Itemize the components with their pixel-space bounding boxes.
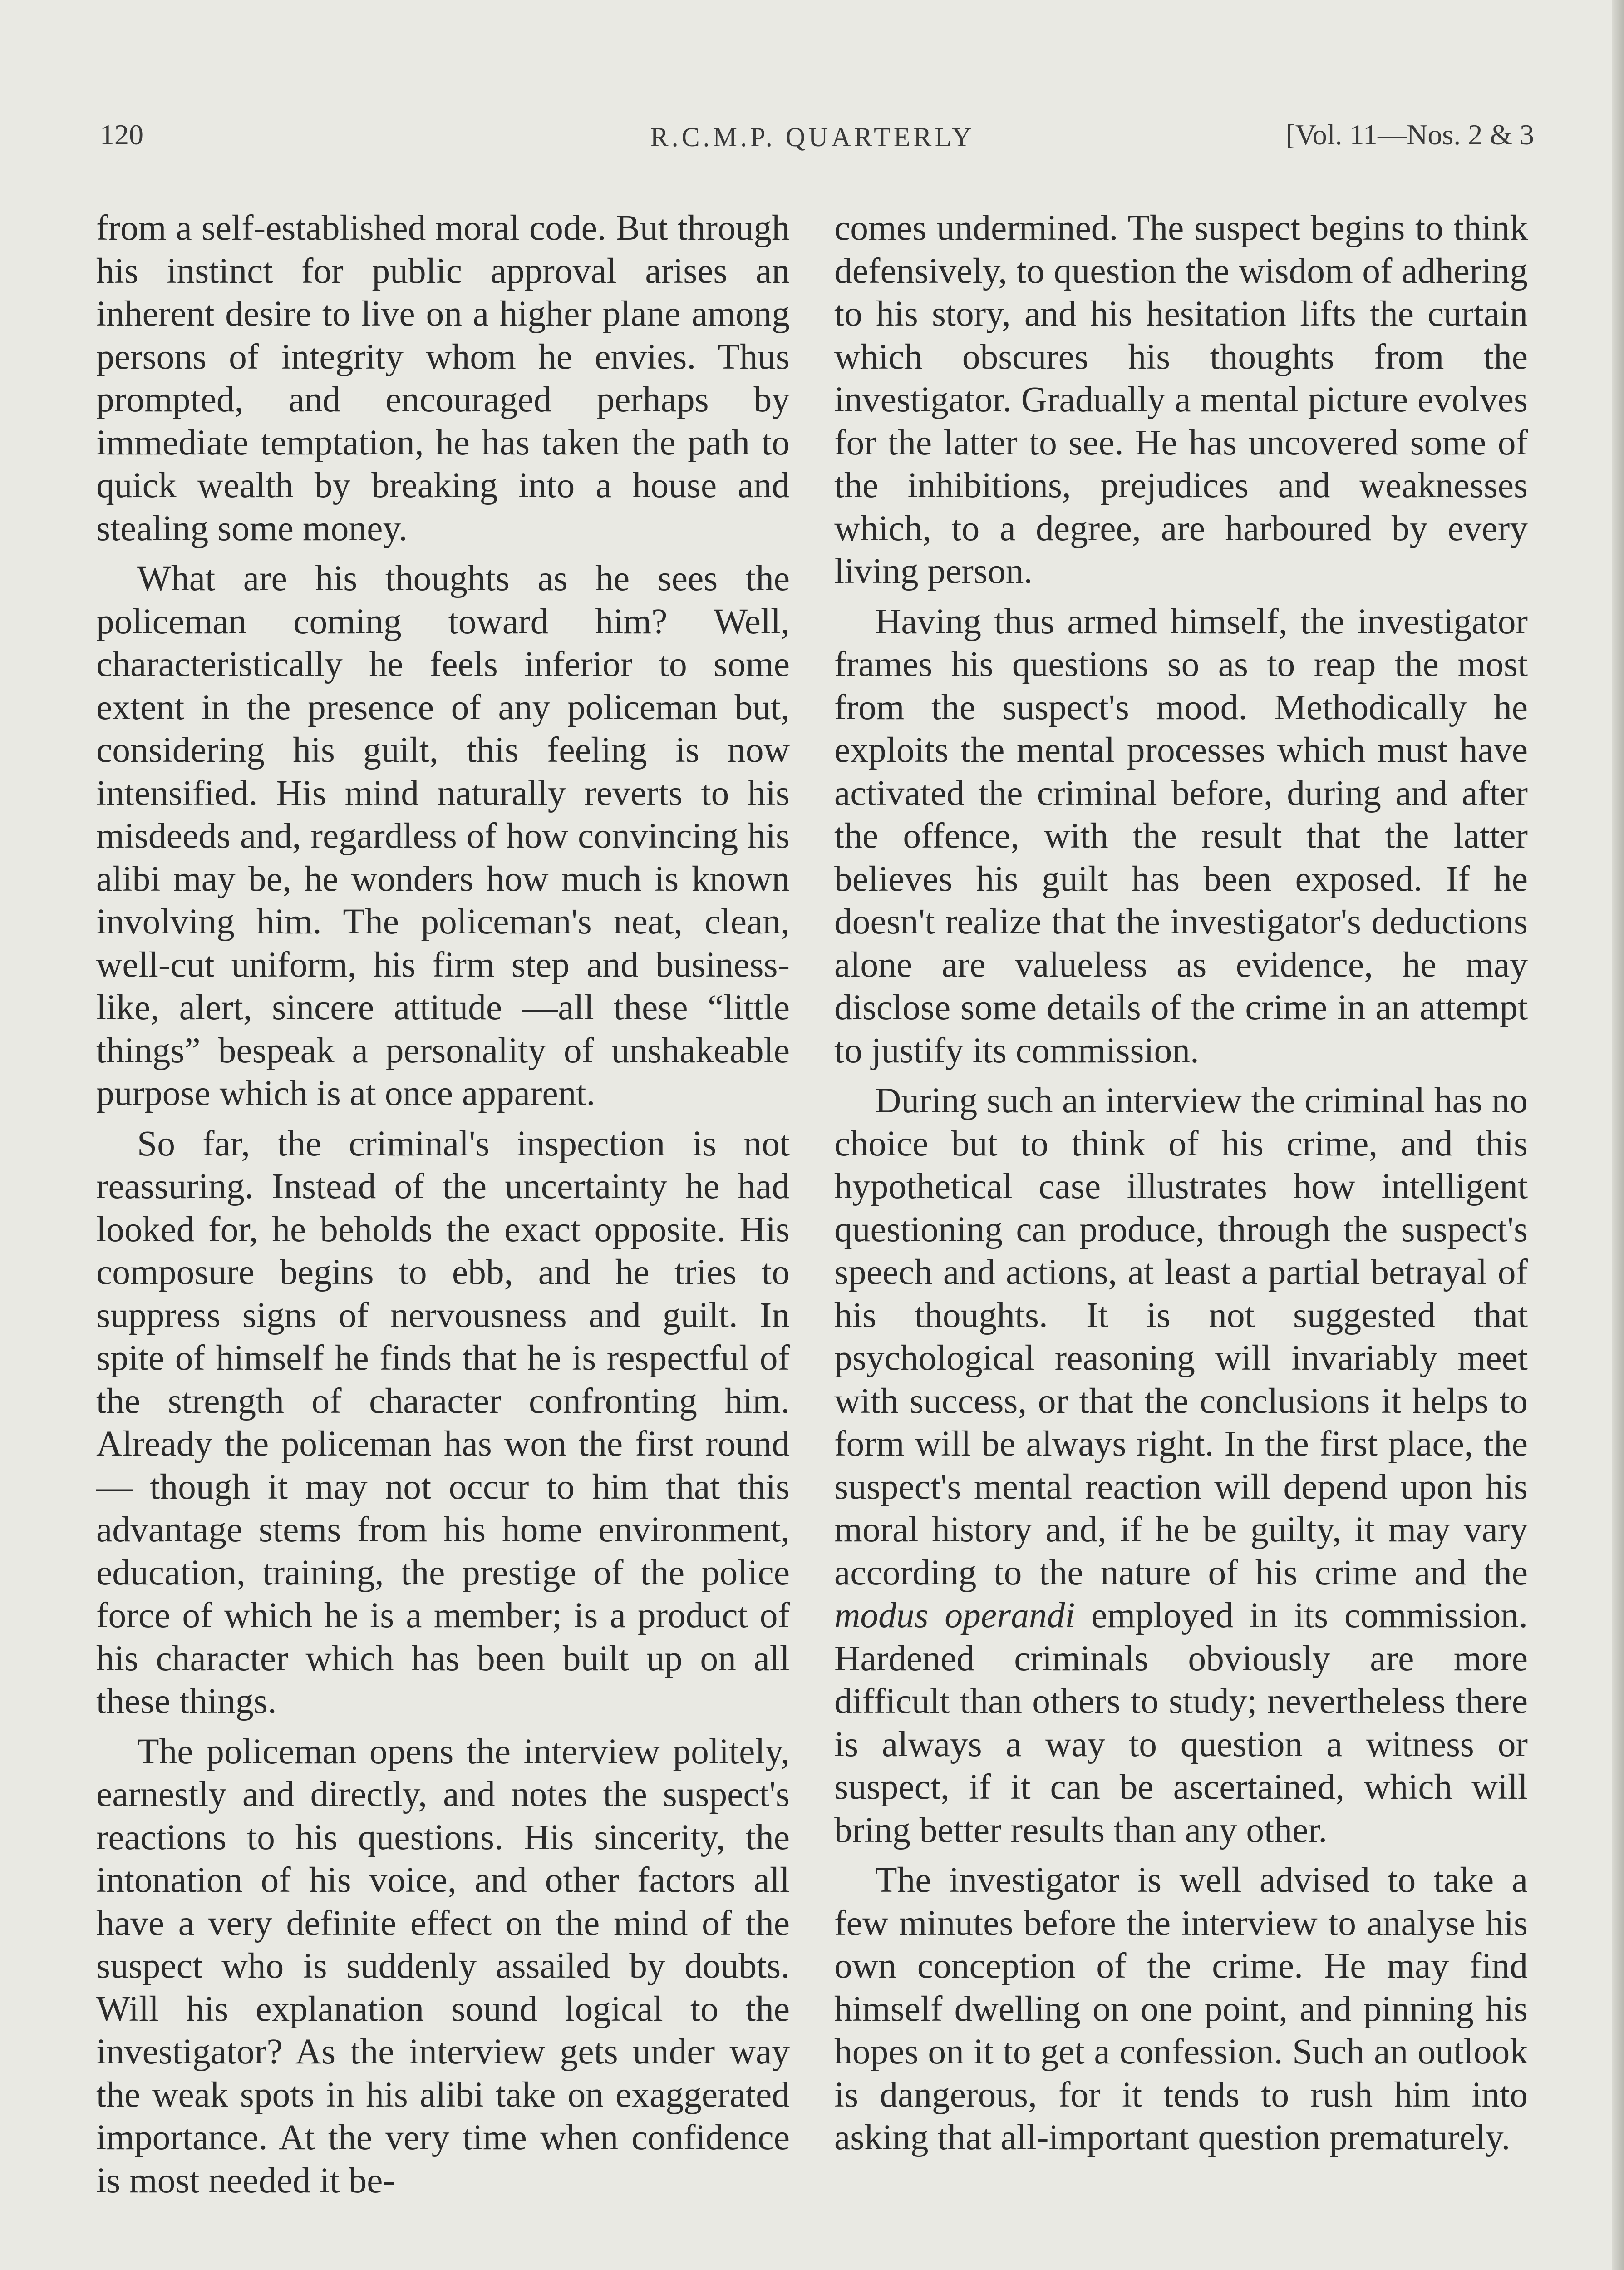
- paragraph: The investigator is well advised to take a few minutes before the interview to analyse his own conception of the crime. He may find himself dwelling on one point, and pinning his hopes on it to get a confession. Such an outlook is dangerous, for it tends to rush him into asking that all-important question prematurely.: [834, 1860, 1528, 2157]
- text-run: employed in its commission. Hardened criminals obviously are more difficult than others to study; nevertheless there is always a way to question a witness or suspect, if it can be ascertained, which will bring better results than any other.: [834, 1595, 1528, 1850]
- paragraph-with-italic: [834, 1079, 1528, 1851]
- right-column: [834, 207, 1528, 2166]
- paragraph: comes undermined. The suspect begins to think defensively, to question the wisdom of adhering to his story, and his hesitation lifts the curtain which obscures his thoughts from the investigator. Gradually a mental picture evolves for the latter to see. He has uncovered some of the inhibitions, prejudices and weaknesses which, to a degree, are harboured by every living person.: [834, 208, 1528, 591]
- text-run: During such an interview the criminal has no choice but to think of his crime, and this hypothetical case illustrates how intelligent questioning can produce, through the suspect's speech and actions, at least a partial betrayal of his thoughts. It is not suggested that psychological reasoning will invariably meet with success, or that the conclusions it helps to form will be always right. In the first place, the suspect's mental reaction will depend upon his moral history and, if he be guilty, it may vary according to the nature of his crime and the: [834, 1081, 1528, 1593]
- paragraph: What are his thoughts as he sees the policeman coming toward him? Well, characteristically he feels inferior to some extent in the presence of any policeman but, considering his guilt, this feeling is now intensified. His mind naturally reverts to his misdeeds and, regardless of how convincing his alibi may be, he wonders how much is known involving him. The policeman's neat, clean, well-cut uniform, his firm step and business-like, alert, sincere attitude —all these “little things” bespeak a personality of unshakeable purpose which is at once apparent.: [96, 558, 790, 1113]
- italic-term: modus operandi: [834, 1595, 1075, 1635]
- paragraph: So far, the criminal's inspection is not reassuring. Instead of the uncertainty he had looked for, he beholds the exact opposite. His composure begins to ebb, and he tries to suppress signs of nervousness and guilt. In spite of himself he finds that he is respectful of the strength of character confronting him. Already the policeman has won the first round— though it may not occur to him that this advantage stems from his home environment, education, training, the prestige of the police force of which he is a member; is a product of his character which has been built up on all these things.: [96, 1123, 790, 1721]
- page-edge-shadow: [1612, 0, 1624, 2270]
- left-column: [96, 207, 790, 2209]
- paragraph: The policeman opens the interview politely, earnestly and directly, and notes the suspect's reactions to his questions. His sincerity, the intonation of his voice, and other factors all have a very definite effect on the mind of the suspect who is suddenly assailed by doubts. Will his explanation sound logical to the investigator? As the interview gets under way the weak spots in his alibi take on exaggerated importance. At the very time when confidence is most needed it be-: [96, 1731, 790, 2201]
- running-title: R.C.M.P. QUARTERLY: [650, 122, 975, 152]
- page-number: 120: [100, 118, 143, 151]
- paragraph: from a self-established moral code. But through his instinct for public approval arises an inherent desire to live on a higher plane among persons of integrity whom he envies. Thus prompted, and encouraged perhaps by immediate temptation, he has taken the path to quick wealth by breaking into a house and stealing some money.: [96, 208, 790, 548]
- paragraph: Having thus armed himself, the investigator frames his questions so as to reap the most from the suspect's mood. Methodically he exploits the mental processes which must have activated the criminal before, during and after the offence, with the result that the latter believes his guilt has been exposed. If he doesn't realize that the investigator's deductions alone are valueless as evidence, he may disclose some details of the crime in an attempt to justify its commission.: [834, 601, 1528, 1071]
- volume-info: [Vol. 11—Nos. 2 & 3: [1285, 118, 1534, 151]
- page-header: [91, 114, 1534, 163]
